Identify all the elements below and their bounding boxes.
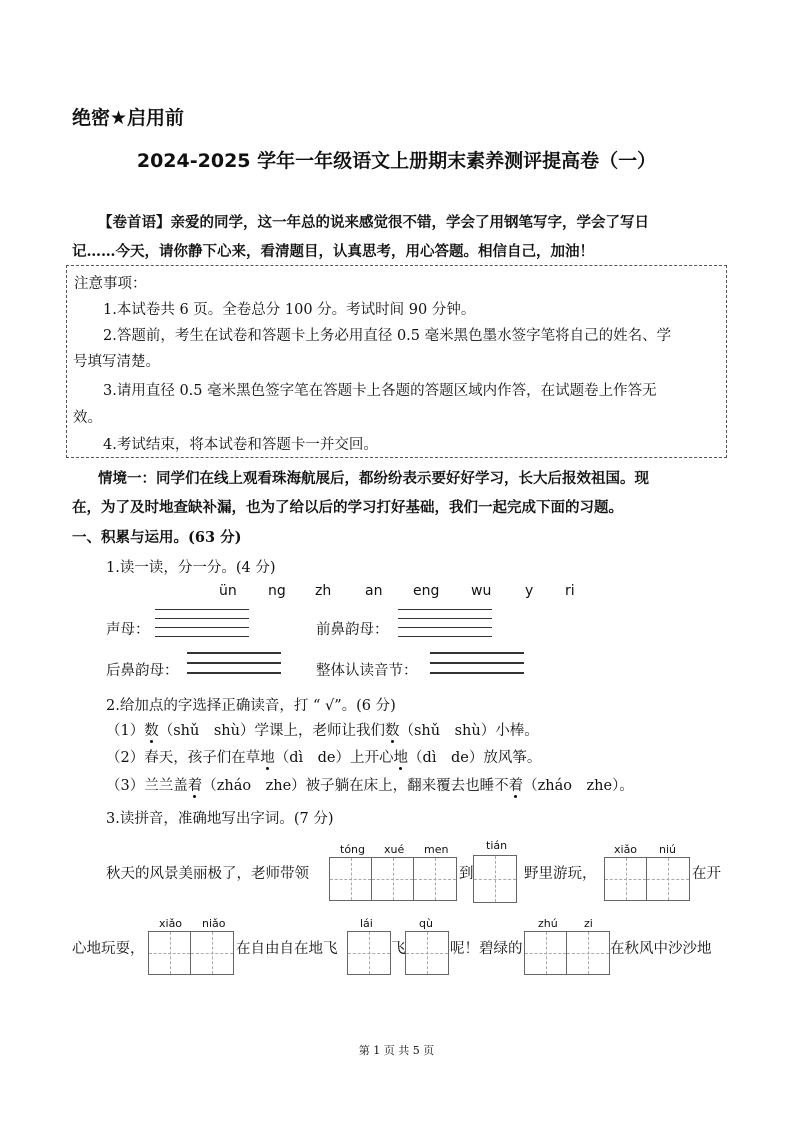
notice-item-4: 4.考试结束，将本试卷和答题卡一并交回。: [103, 437, 378, 453]
dotted-char: 数: [144, 719, 159, 740]
notice-item-2: 2.答题前，考生在试卷和答题卡上务必用直径 0.5 毫米黑色墨水签字笔将自己的姓名、学: [103, 328, 672, 344]
dotted-char: 着: [188, 774, 203, 795]
scenario-line-1: 情境一：同学们在线上观看珠海航展后，都纷纷表示要好好学习，长大后报效祖国。现: [98, 470, 649, 487]
writing-grid-lai[interactable]: [347, 931, 391, 975]
reading-options[interactable]: （dì de）: [408, 750, 484, 766]
pinyin-label: tián: [486, 839, 508, 852]
q2-sentence-3: （3）兰兰盖着（zháo zhe）被子躺在床上，翻来覆去也睡不着（zháo zhe）。: [106, 774, 634, 795]
q3-line2-text-b: 在自由自在地飞: [236, 941, 338, 957]
back-nasal-answer-lines[interactable]: [187, 652, 281, 682]
pinyin-label: xiǎo: [614, 843, 638, 856]
q3-prompt: 3.读拼音，准确地写出字词。(7 分): [106, 811, 334, 827]
q3-line2-text-e: 在秋风中沙沙地: [610, 941, 712, 957]
dotted-char: 地: [394, 746, 409, 767]
q3-line1-text-a: 秋天的风景美丽极了，老师带领: [106, 866, 309, 882]
notice-item-1: 1.本试卷共 6 页。全卷总分 100 分。考试时间 90 分钟。: [103, 302, 476, 318]
back-nasal-label: 后鼻韵母：: [106, 663, 179, 679]
pinyin-label: zi: [584, 917, 593, 930]
pinyin-label: zhú: [538, 917, 558, 930]
reading-options[interactable]: （dì de）: [274, 750, 351, 766]
syllable: ün: [219, 583, 237, 599]
notice-item-3-cont: 效。: [73, 410, 102, 426]
q2-prompt: 2.给加点的字选择正确读音，打 “ √”。(6 分): [106, 698, 396, 714]
front-nasal-answer-lines[interactable]: [398, 609, 492, 645]
reading-options[interactable]: （zháo zhe）: [523, 778, 620, 794]
q1-prompt: 1.读一读，分一分。(4 分): [106, 560, 276, 576]
initials-answer-lines[interactable]: [155, 609, 249, 645]
syllable: zh: [315, 583, 332, 599]
syllable: wu: [471, 583, 492, 599]
writing-grid-tongxuemen[interactable]: [329, 857, 457, 901]
reading-options[interactable]: （shǔ shù）: [158, 723, 255, 739]
writing-grid-xiaoniu[interactable]: [604, 857, 690, 901]
q3-line1-text-c: 野里游玩，: [524, 866, 597, 882]
notice-heading: 注意事项：: [74, 276, 147, 292]
q2-sentence-2: （2）春天，孩子们在草地（dì de）上开心地（dì de）放风筝。: [106, 746, 541, 767]
preface-line-2: 记……今天，请你静下心来，看清题目，认真思考，用心答题。相信自己，加油！: [72, 243, 594, 260]
q3-line2-text-c: 飞: [391, 941, 406, 957]
notice-box: [66, 265, 727, 458]
writing-grid-qu[interactable]: [405, 931, 449, 975]
confidential-label: 绝密★启用前: [72, 107, 185, 129]
q2-sentence-1: （1）数（shǔ shù）学课上，老师让我们数（shǔ shù）小棒。: [106, 719, 539, 740]
q3-line2-text-d: 呢！碧绿的: [450, 941, 523, 957]
dotted-char: 数: [385, 719, 400, 740]
syllable: eng: [413, 583, 440, 599]
pinyin-label: niú: [659, 843, 676, 856]
reading-options[interactable]: （shǔ shù）: [399, 723, 496, 739]
whole-syllable-label: 整体认读音节：: [316, 663, 418, 679]
pinyin-label: lái: [360, 917, 373, 930]
reading-options[interactable]: （zháo zhe）: [202, 778, 306, 794]
syllable: y: [525, 583, 534, 599]
notice-item-2-cont: 号填写清楚。: [73, 354, 160, 370]
whole-syllable-answer-lines[interactable]: [430, 652, 524, 682]
q3-line2-text-a: 心地玩耍，: [72, 941, 145, 957]
pinyin-label: men: [424, 843, 449, 856]
pinyin-label: tóng: [340, 843, 365, 856]
syllable: ri: [565, 583, 575, 599]
dotted-char: 着: [509, 774, 524, 795]
pinyin-label: niǎo: [202, 917, 226, 930]
q3-line1-text-b: 到: [459, 866, 474, 882]
writing-grid-zhuzi[interactable]: [524, 931, 610, 975]
front-nasal-label: 前鼻韵母：: [316, 622, 389, 638]
syllable: an: [365, 583, 383, 599]
section-1-heading: 一、积累与运用。(63 分): [72, 529, 242, 546]
dotted-char: 地: [260, 746, 275, 767]
q3-line1-text-d: 在开: [692, 866, 721, 882]
pinyin-label: xiǎo: [159, 917, 183, 930]
pinyin-label: qù: [419, 917, 433, 930]
syllable: ng: [268, 583, 286, 599]
preface-line-1: 【卷首语】亲爱的同学，这一年总的说来感觉很不错，学会了用钢笔写字，学会了写日: [98, 214, 649, 231]
exam-title: 2024-2025 学年一年级语文上册期末素养测评提高卷（一）: [136, 150, 657, 172]
writing-grid-tian[interactable]: [473, 855, 517, 903]
scenario-line-2: 在，为了及时地查缺补漏，也为了给以后的学习打好基础，我们一起完成下面的习题。: [72, 499, 623, 516]
notice-item-3: 3.请用直径 0.5 毫米黑色签字笔在答题卡上各题的答题区域内作答，在试题卷上作答无: [103, 383, 657, 399]
writing-grid-xiaoniao[interactable]: [148, 931, 234, 975]
initials-label: 声母：: [106, 622, 150, 638]
page-footer: 第 1 页 共 5 页: [358, 1044, 435, 1057]
pinyin-label: xué: [384, 843, 405, 856]
